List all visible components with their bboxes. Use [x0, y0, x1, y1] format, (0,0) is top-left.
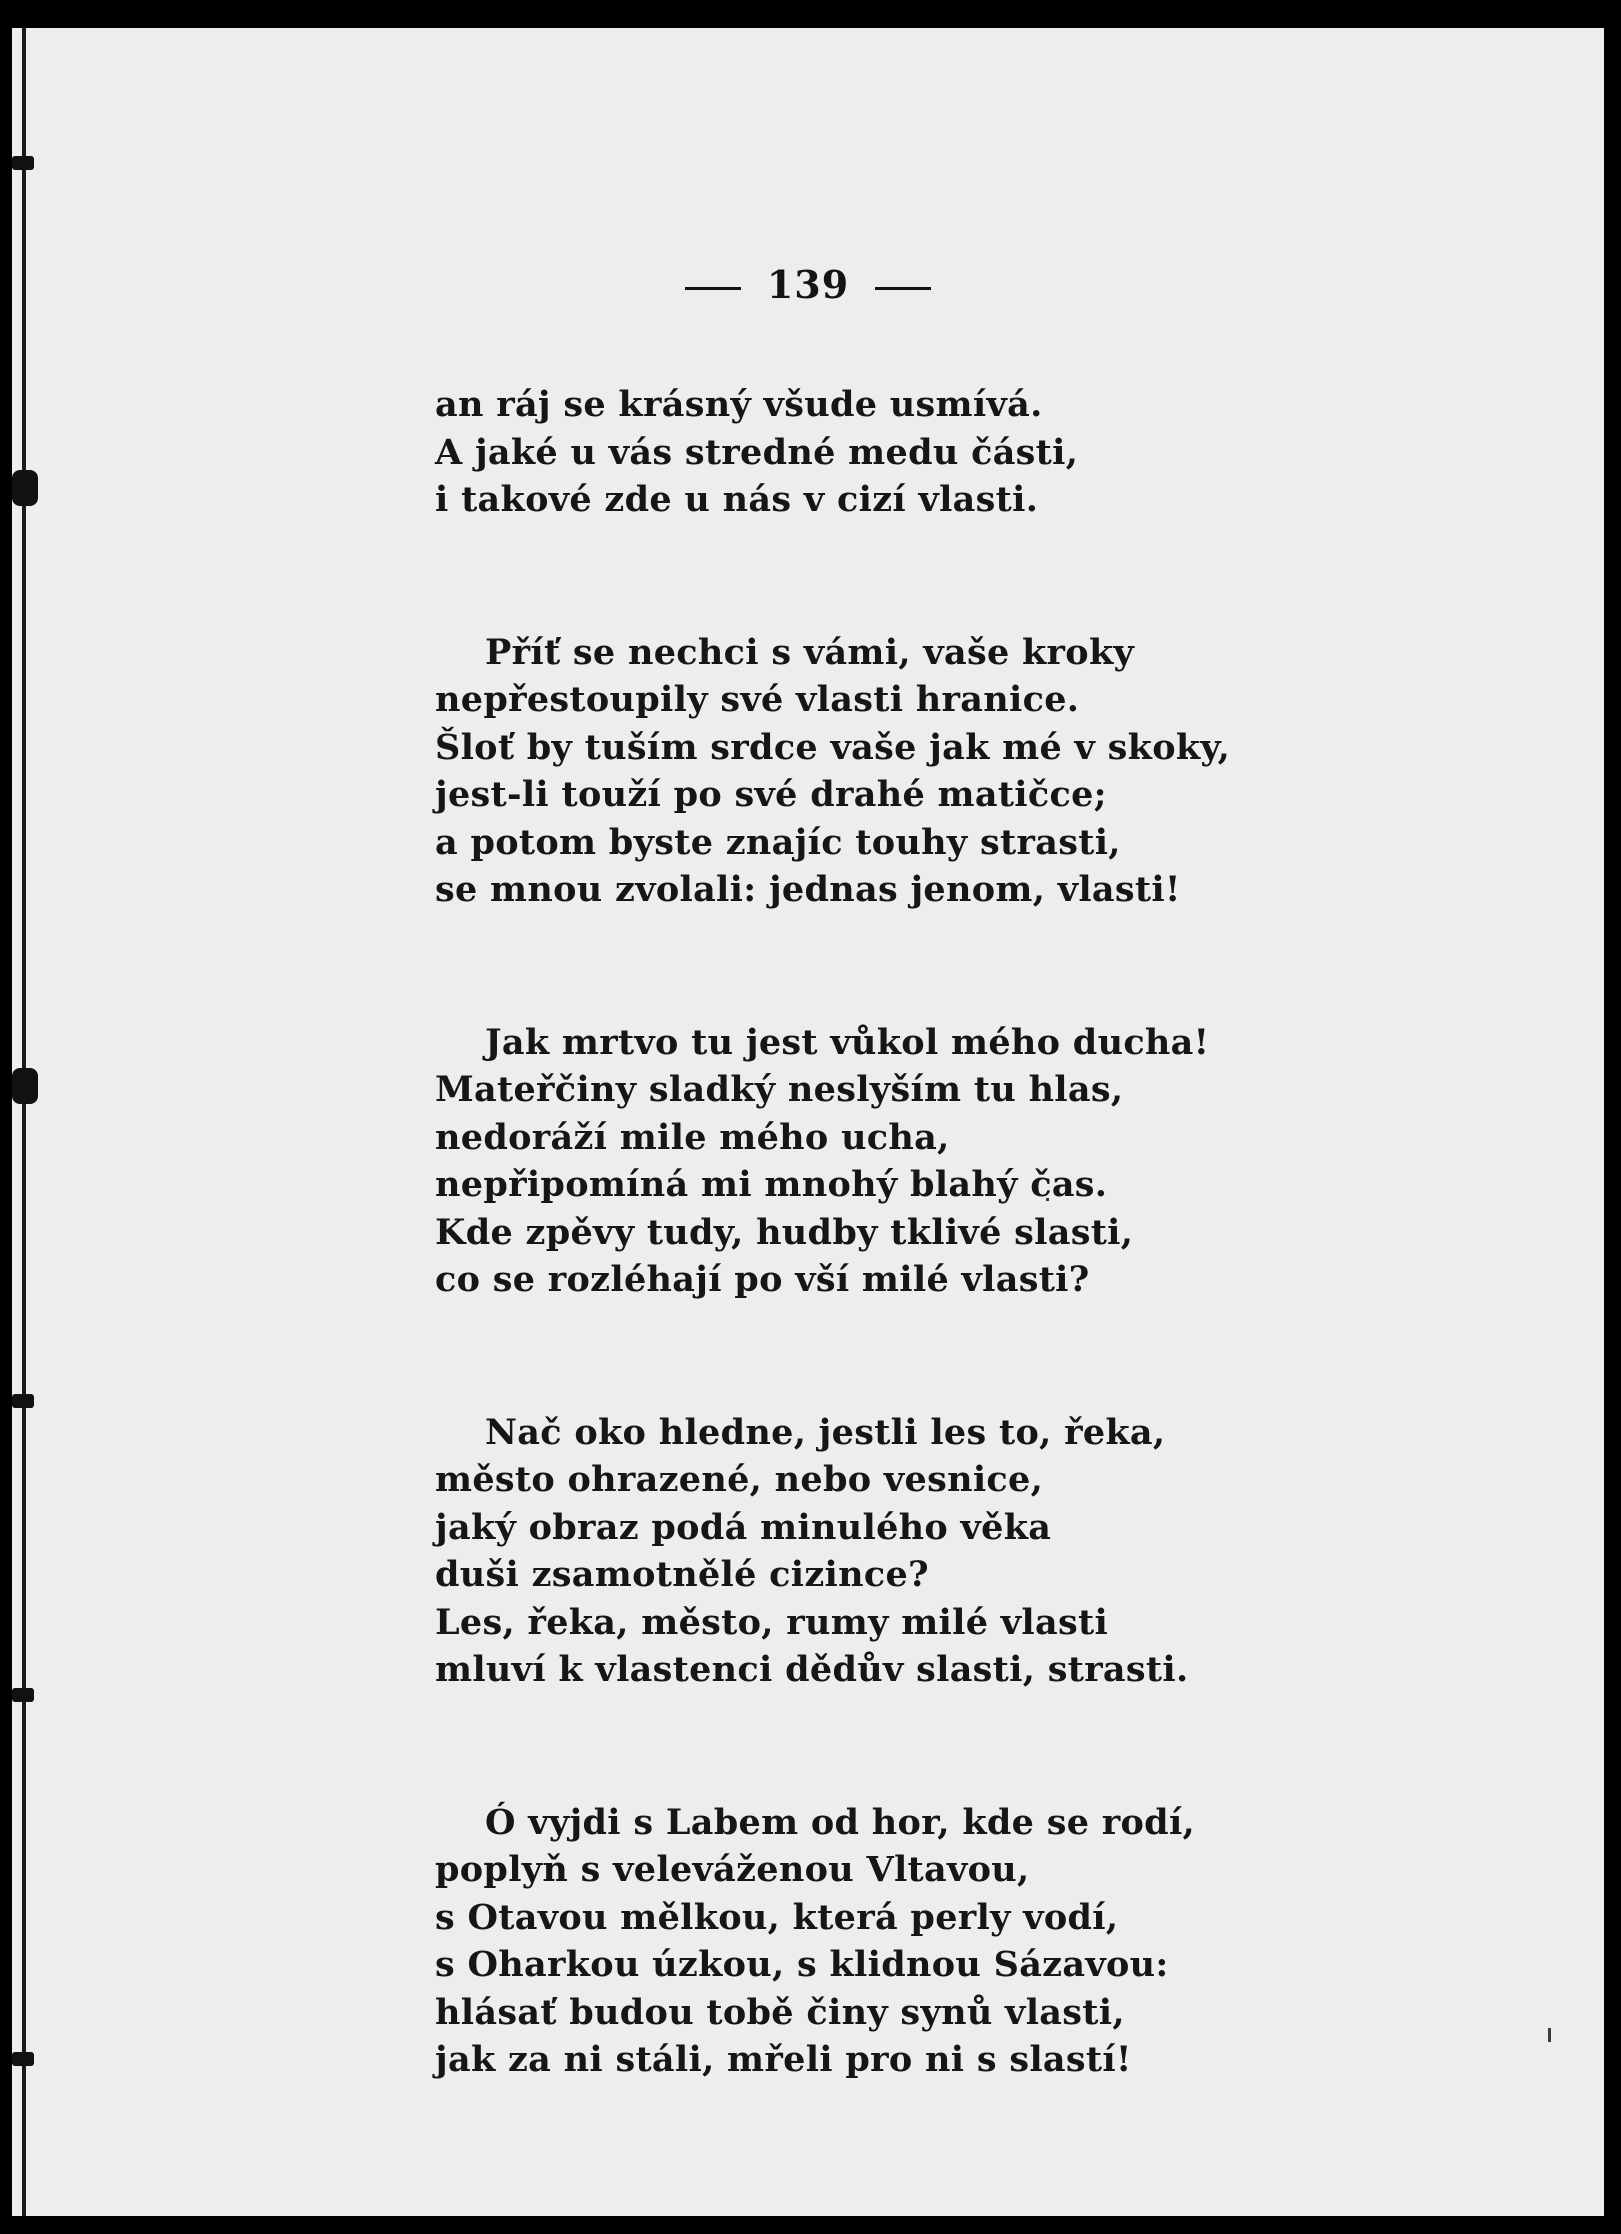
poem-line: s Oharkou úzkou, s klidnou Sázavou: [435, 1944, 1169, 1985]
page-number-value: 139 [766, 262, 850, 307]
poem-line: jak za ni stáli, mřeli pro ni s slastí! [435, 2039, 1132, 2080]
poem-line: i takové zde u nás v cizí vlasti. [435, 479, 1039, 520]
poem-line: hlásať budou tobě činy synů vlasti, [435, 1991, 1125, 2033]
stanza [435, 1799, 1455, 2084]
poem-line: mluví k vlastenci dědův slasti, strasti. [435, 1649, 1189, 1690]
poem-line: se mnou zvolali: jednas jenom, vlasti! [435, 869, 1181, 910]
poem-line: nepřestoupily své vlasti hranice. [435, 679, 1080, 720]
poem-line: A jaké u vás stredné medu části, [435, 431, 1079, 473]
binding-stitch-mark [12, 1068, 38, 1104]
binding-edge [22, 28, 26, 2216]
poem-line: Šloť by tuším srdce vaše jak mé v skoky, [435, 726, 1231, 768]
binding-stitch-mark [12, 470, 38, 506]
poem-line: Nač oko hledne, jestli les to, řeka, [485, 1411, 1166, 1453]
poem-line: a potom byste znajíc touhy strasti, [435, 821, 1121, 863]
poem-line: Les, řeka, město, rumy milé vlasti [435, 1601, 1109, 1643]
binding-stitch-mark [12, 2052, 34, 2066]
poem-line: jaký obraz podá minulého věka [435, 1506, 1052, 1548]
stanza [435, 381, 1455, 524]
binding-stitch-mark [12, 156, 34, 170]
poem-line: poplyň s veleváženou Vltavou, [435, 1849, 1030, 1890]
poem-line: Příť se nechci s vámi, vaše kroky [485, 631, 1135, 673]
binding-stitch-mark [12, 1688, 34, 1702]
poem-line: nepřipomíná mi mnohý blahý čas. [435, 1164, 1108, 1205]
binding-stitch-mark [12, 1394, 34, 1408]
poem-line: Kde zpěvy tudy, hudby tklivé slasti, [435, 1211, 1134, 1253]
poem-line: Jak mrtvo tu jest vůkol mého ducha! [485, 1021, 1210, 1063]
poem-line: město ohrazené, nebo vesnice, [435, 1459, 1044, 1500]
page-number [12, 262, 1604, 307]
paper-speck [1548, 2028, 1551, 2042]
poem-text [435, 381, 1455, 2084]
poem-line: co se rozléhají po vší milé vlasti? [435, 1259, 1090, 1300]
poem-line: duši zsamotnělé cizince? [435, 1554, 929, 1595]
folio-dash-right [875, 287, 931, 290]
stanza [435, 1019, 1455, 1304]
poem-line: an ráj se krásný všude usmívá. [435, 384, 1043, 425]
poem-line: jest-li touží po své drahé matičce; [435, 774, 1107, 815]
poem-line: nedoráží mile mého ucha, [435, 1116, 950, 1158]
poem-line: Mateřčiny sladký neslyším tu hlas, [435, 1069, 1124, 1110]
poem-line: s Otavou mělkou, která perly vodí, [435, 1896, 1119, 1938]
stanza [435, 1409, 1455, 1694]
stanza [435, 629, 1455, 914]
poem-line: Ó vyjdi s Labem od hor, kde se rodí, [485, 1801, 1196, 1843]
folio-dash-left [685, 287, 741, 290]
book-page [12, 28, 1604, 2216]
